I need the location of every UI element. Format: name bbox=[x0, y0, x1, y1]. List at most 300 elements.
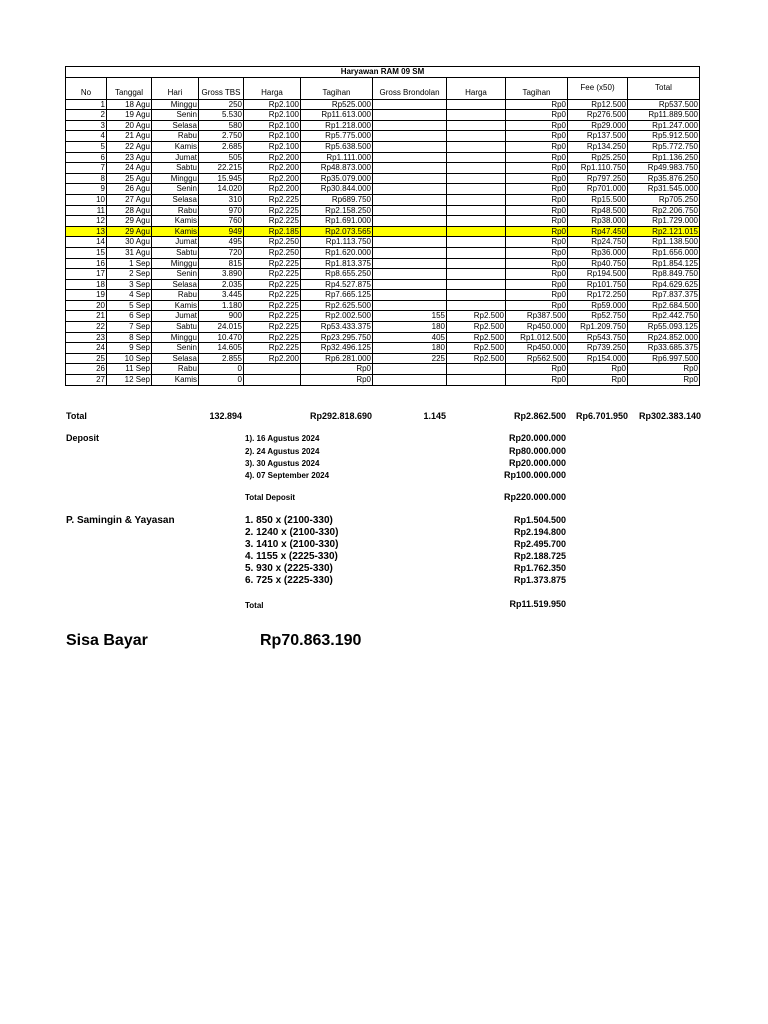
cell-harga: Rp2.225 bbox=[244, 194, 301, 205]
cell-tanggal: 7 Sep bbox=[107, 322, 152, 333]
cell-gross-brondolan bbox=[373, 258, 447, 269]
cell-fee: Rp48.500 bbox=[568, 205, 628, 216]
total-label: Total bbox=[66, 411, 87, 421]
cell-gross-brondolan: 225 bbox=[373, 353, 447, 364]
cell-harga-brondolan bbox=[447, 364, 506, 375]
cell-harga-brondolan: Rp2.500 bbox=[447, 311, 506, 322]
cell-hari: Kamis bbox=[152, 141, 199, 152]
samingin-item-label: 5. 930 x (2225-330) bbox=[245, 563, 333, 574]
cell-harga: Rp2.225 bbox=[244, 216, 301, 227]
cell-harga-brondolan bbox=[447, 120, 506, 131]
cell-total: Rp2.442.750 bbox=[628, 311, 700, 322]
cell-gross-tbs: 14.605 bbox=[199, 343, 244, 354]
cell-gross-brondolan bbox=[373, 290, 447, 301]
cell-harga-brondolan: Rp2.500 bbox=[447, 353, 506, 364]
cell-gross-brondolan: 180 bbox=[373, 322, 447, 333]
table-row bbox=[66, 194, 700, 205]
header-tagihan: Tagihan bbox=[301, 77, 373, 99]
cell-hari: Sabtu bbox=[152, 247, 199, 258]
cell-hari: Senin bbox=[152, 184, 199, 195]
cell-gross-tbs: 900 bbox=[199, 311, 244, 322]
total-grand: Rp302.383.140 bbox=[638, 411, 701, 421]
cell-harga: Rp2.200 bbox=[244, 152, 301, 163]
cell-tagihan: Rp1.111.000 bbox=[301, 152, 373, 163]
cell-no: 26 bbox=[66, 364, 107, 375]
cell-harga-brondolan bbox=[447, 131, 506, 142]
cell-hari: Minggu bbox=[152, 173, 199, 184]
cell-gross-tbs: 22.215 bbox=[199, 163, 244, 174]
cell-tagihan-brondolan: Rp450.000 bbox=[506, 322, 568, 333]
total-gross-tbs: 132.894 bbox=[209, 411, 242, 421]
total-deposit-label: Total Deposit bbox=[245, 493, 296, 502]
cell-gross-tbs: 1.180 bbox=[199, 300, 244, 311]
cell-no: 12 bbox=[66, 216, 107, 227]
cell-tagihan-brondolan: Rp0 bbox=[506, 375, 568, 386]
deposit-item-amount: Rp100.000.000 bbox=[503, 470, 566, 480]
table-row bbox=[66, 110, 700, 121]
cell-harga: Rp2.200 bbox=[244, 173, 301, 184]
cell-total: Rp49.983.750 bbox=[628, 163, 700, 174]
deposit-item-amount: Rp20.000.000 bbox=[508, 458, 566, 468]
cell-fee: Rp0 bbox=[568, 364, 628, 375]
cell-gross-brondolan bbox=[373, 226, 447, 237]
cell-gross-brondolan bbox=[373, 279, 447, 290]
fruit-purchase-table bbox=[65, 66, 700, 386]
cell-harga-brondolan bbox=[447, 184, 506, 195]
cell-tanggal: 1 Sep bbox=[107, 258, 152, 269]
samingin-item-amount: Rp1.504.500 bbox=[513, 515, 566, 525]
cell-hari: Jumat bbox=[152, 152, 199, 163]
cell-harga-brondolan bbox=[447, 269, 506, 280]
cell-fee: Rp739.250 bbox=[568, 343, 628, 354]
cell-tanggal: 6 Sep bbox=[107, 311, 152, 322]
cell-tanggal: 3 Sep bbox=[107, 279, 152, 290]
cell-tagihan: Rp2.073.565 bbox=[301, 226, 373, 237]
samingin-total-amount: Rp11.519.950 bbox=[509, 599, 566, 609]
cell-fee: Rp194.500 bbox=[568, 269, 628, 280]
cell-no: 18 bbox=[66, 279, 107, 290]
cell-tagihan-brondolan: Rp450.000 bbox=[506, 343, 568, 354]
cell-no: 13 bbox=[66, 226, 107, 237]
cell-tanggal: 30 Agu bbox=[107, 237, 152, 248]
table-row bbox=[66, 99, 700, 110]
table-row bbox=[66, 216, 700, 227]
cell-tanggal: 23 Agu bbox=[107, 152, 152, 163]
table-row bbox=[66, 141, 700, 152]
cell-total: Rp705.250 bbox=[628, 194, 700, 205]
cell-hari: Rabu bbox=[152, 364, 199, 375]
cell-harga-brondolan bbox=[447, 205, 506, 216]
cell-tagihan-brondolan: Rp0 bbox=[506, 237, 568, 248]
cell-gross-tbs: 310 bbox=[199, 194, 244, 205]
cell-gross-tbs: 2.750 bbox=[199, 131, 244, 142]
cell-tanggal: 21 Agu bbox=[107, 131, 152, 142]
table-row bbox=[66, 163, 700, 174]
cell-harga-brondolan bbox=[447, 375, 506, 386]
cell-fee: Rp101.750 bbox=[568, 279, 628, 290]
cell-hari: Jumat bbox=[152, 311, 199, 322]
cell-tagihan-brondolan: Rp0 bbox=[506, 205, 568, 216]
cell-gross-brondolan bbox=[373, 163, 447, 174]
cell-no: 27 bbox=[66, 375, 107, 386]
cell-fee: Rp276.500 bbox=[568, 110, 628, 121]
samingin-item-label: 6. 725 x (2225-330) bbox=[245, 575, 333, 586]
cell-fee: Rp797.250 bbox=[568, 173, 628, 184]
cell-no: 8 bbox=[66, 173, 107, 184]
cell-gross-brondolan bbox=[373, 300, 447, 311]
cell-tagihan-brondolan: Rp0 bbox=[506, 152, 568, 163]
cell-hari: Rabu bbox=[152, 290, 199, 301]
cell-gross-tbs: 970 bbox=[199, 205, 244, 216]
header-gross-tbs: Gross TBS bbox=[199, 77, 244, 99]
cell-gross-brondolan bbox=[373, 99, 447, 110]
cell-tagihan: Rp4.527.875 bbox=[301, 279, 373, 290]
cell-gross-brondolan bbox=[373, 237, 447, 248]
header-tagihan-brondolan: Tagihan bbox=[506, 77, 568, 99]
cell-gross-brondolan bbox=[373, 141, 447, 152]
cell-harga-brondolan bbox=[447, 300, 506, 311]
cell-harga-brondolan bbox=[447, 110, 506, 121]
samingin-total-label: Total bbox=[245, 601, 264, 610]
table-row bbox=[66, 375, 700, 386]
cell-fee: Rp701.000 bbox=[568, 184, 628, 195]
cell-fee: Rp24.750 bbox=[568, 237, 628, 248]
samingin-item-label: 3. 1410 x (2100-330) bbox=[245, 539, 339, 550]
cell-tagihan-brondolan: Rp0 bbox=[506, 258, 568, 269]
cell-tagihan: Rp0 bbox=[301, 375, 373, 386]
cell-total: Rp6.997.500 bbox=[628, 353, 700, 364]
cell-harga-brondolan bbox=[447, 141, 506, 152]
cell-hari: Selasa bbox=[152, 353, 199, 364]
cell-tagihan-brondolan: Rp0 bbox=[506, 120, 568, 131]
cell-harga: Rp2.200 bbox=[244, 163, 301, 174]
cell-no: 21 bbox=[66, 311, 107, 322]
cell-fee: Rp15.500 bbox=[568, 194, 628, 205]
table-row bbox=[66, 353, 700, 364]
cell-no: 5 bbox=[66, 141, 107, 152]
cell-gross-brondolan: 155 bbox=[373, 311, 447, 322]
cell-gross-brondolan bbox=[373, 184, 447, 195]
cell-total: Rp24.852.000 bbox=[628, 332, 700, 343]
cell-gross-brondolan bbox=[373, 152, 447, 163]
table-row bbox=[66, 258, 700, 269]
samingin-item-amount: Rp2.188.725 bbox=[513, 551, 566, 561]
cell-hari: Jumat bbox=[152, 237, 199, 248]
cell-gross-tbs: 0 bbox=[199, 364, 244, 375]
sisa-bayar-amount: Rp70.863.190 bbox=[260, 632, 362, 649]
cell-no: 11 bbox=[66, 205, 107, 216]
cell-tagihan: Rp53.433.375 bbox=[301, 322, 373, 333]
samingin-item-amount: Rp1.373.875 bbox=[513, 575, 566, 585]
cell-fee: Rp29.000 bbox=[568, 120, 628, 131]
cell-tagihan: Rp1.813.375 bbox=[301, 258, 373, 269]
cell-tagihan: Rp5.775.000 bbox=[301, 131, 373, 142]
cell-harga: Rp2.225 bbox=[244, 322, 301, 333]
cell-tagihan: Rp1.691.000 bbox=[301, 216, 373, 227]
cell-fee: Rp543.750 bbox=[568, 332, 628, 343]
cell-gross-brondolan bbox=[373, 110, 447, 121]
cell-fee: Rp47.450 bbox=[568, 226, 628, 237]
cell-tagihan: Rp525.000 bbox=[301, 99, 373, 110]
cell-tanggal: 11 Sep bbox=[107, 364, 152, 375]
cell-hari: Senin bbox=[152, 343, 199, 354]
cell-tagihan-brondolan: Rp562.500 bbox=[506, 353, 568, 364]
cell-tagihan-brondolan: Rp0 bbox=[506, 110, 568, 121]
cell-fee: Rp134.250 bbox=[568, 141, 628, 152]
total-tagihan: Rp292.818.690 bbox=[309, 411, 372, 421]
samingin-item-label: 1. 850 x (2100-330) bbox=[245, 515, 333, 526]
header-total: Total bbox=[628, 77, 700, 99]
cell-gross-tbs: 505 bbox=[199, 152, 244, 163]
cell-tanggal: 25 Agu bbox=[107, 173, 152, 184]
cell-tagihan-brondolan: Rp0 bbox=[506, 173, 568, 184]
cell-harga: Rp2.100 bbox=[244, 110, 301, 121]
cell-tanggal: 9 Sep bbox=[107, 343, 152, 354]
header-tanggal: Tanggal bbox=[107, 77, 152, 99]
cell-gross-tbs: 10.470 bbox=[199, 332, 244, 343]
cell-tagihan: Rp35.079.000 bbox=[301, 173, 373, 184]
cell-gross-tbs: 5.530 bbox=[199, 110, 244, 121]
cell-no: 2 bbox=[66, 110, 107, 121]
cell-gross-brondolan bbox=[373, 205, 447, 216]
samingin-label: P. Samingin & Yayasan bbox=[66, 515, 175, 526]
cell-gross-brondolan bbox=[373, 216, 447, 227]
cell-hari: Senin bbox=[152, 269, 199, 280]
cell-tanggal: 22 Agu bbox=[107, 141, 152, 152]
cell-tagihan-brondolan: Rp0 bbox=[506, 194, 568, 205]
table-row bbox=[66, 322, 700, 333]
cell-total: Rp8.849.750 bbox=[628, 269, 700, 280]
cell-fee: Rp172.250 bbox=[568, 290, 628, 301]
cell-hari: Kamis bbox=[152, 300, 199, 311]
cell-total: Rp2.206.750 bbox=[628, 205, 700, 216]
cell-hari: Selasa bbox=[152, 194, 199, 205]
cell-harga-brondolan bbox=[447, 99, 506, 110]
cell-tanggal: 12 Sep bbox=[107, 375, 152, 386]
table-title: Haryawan RAM 09 SM bbox=[66, 67, 700, 78]
cell-no: 24 bbox=[66, 343, 107, 354]
cell-gross-brondolan bbox=[373, 120, 447, 131]
cell-gross-tbs: 2.035 bbox=[199, 279, 244, 290]
cell-no: 14 bbox=[66, 237, 107, 248]
cell-tagihan-brondolan: Rp0 bbox=[506, 290, 568, 301]
cell-no: 3 bbox=[66, 120, 107, 131]
cell-gross-tbs: 2.685 bbox=[199, 141, 244, 152]
table-row bbox=[66, 247, 700, 258]
cell-total: Rp33.685.375 bbox=[628, 343, 700, 354]
cell-tagihan: Rp1.113.750 bbox=[301, 237, 373, 248]
table-row bbox=[66, 332, 700, 343]
cell-harga: Rp2.250 bbox=[244, 247, 301, 258]
cell-tanggal: 29 Agu bbox=[107, 216, 152, 227]
cell-harga: Rp2.200 bbox=[244, 353, 301, 364]
cell-tagihan: Rp2.158.250 bbox=[301, 205, 373, 216]
table-row bbox=[66, 226, 700, 237]
cell-gross-tbs: 3.890 bbox=[199, 269, 244, 280]
cell-tagihan-brondolan: Rp0 bbox=[506, 364, 568, 375]
cell-tagihan: Rp5.638.500 bbox=[301, 141, 373, 152]
cell-harga: Rp2.185 bbox=[244, 226, 301, 237]
cell-harga-brondolan bbox=[447, 194, 506, 205]
cell-gross-brondolan bbox=[373, 364, 447, 375]
cell-harga-brondolan bbox=[447, 152, 506, 163]
cell-gross-tbs: 3.445 bbox=[199, 290, 244, 301]
table-row bbox=[66, 205, 700, 216]
cell-hari: Minggu bbox=[152, 332, 199, 343]
cell-harga-brondolan: Rp2.500 bbox=[447, 332, 506, 343]
cell-tagihan: Rp2.625.500 bbox=[301, 300, 373, 311]
header-harga-brondolan: Harga bbox=[447, 77, 506, 99]
table-row bbox=[66, 120, 700, 131]
cell-tagihan-brondolan: Rp0 bbox=[506, 131, 568, 142]
cell-total: Rp537.500 bbox=[628, 99, 700, 110]
total-deposit-amount: Rp220.000.000 bbox=[503, 492, 566, 502]
cell-gross-tbs: 15.945 bbox=[199, 173, 244, 184]
cell-tanggal: 2 Sep bbox=[107, 269, 152, 280]
cell-no: 16 bbox=[66, 258, 107, 269]
cell-harga: Rp2.200 bbox=[244, 184, 301, 195]
cell-no: 6 bbox=[66, 152, 107, 163]
cell-gross-brondolan bbox=[373, 269, 447, 280]
deposit-label: Deposit bbox=[66, 433, 100, 443]
cell-tagihan: Rp689.750 bbox=[301, 194, 373, 205]
cell-hari: Selasa bbox=[152, 120, 199, 131]
cell-fee: Rp154.000 bbox=[568, 353, 628, 364]
cell-tanggal: 18 Agu bbox=[107, 99, 152, 110]
cell-tanggal: 26 Agu bbox=[107, 184, 152, 195]
cell-gross-brondolan bbox=[373, 194, 447, 205]
cell-fee: Rp1.209.750 bbox=[568, 322, 628, 333]
cell-tanggal: 8 Sep bbox=[107, 332, 152, 343]
cell-harga: Rp2.225 bbox=[244, 205, 301, 216]
cell-total: Rp1.854.125 bbox=[628, 258, 700, 269]
cell-hari: Minggu bbox=[152, 258, 199, 269]
cell-gross-brondolan bbox=[373, 173, 447, 184]
cell-tanggal: 24 Agu bbox=[107, 163, 152, 174]
samingin-item-label: 2. 1240 x (2100-330) bbox=[245, 527, 339, 538]
total-tagihan-brondolan: Rp2.862.500 bbox=[513, 411, 566, 421]
cell-fee: Rp137.500 bbox=[568, 131, 628, 142]
samingin-item-amount: Rp2.495.700 bbox=[513, 539, 566, 549]
cell-gross-tbs: 2.855 bbox=[199, 353, 244, 364]
table-row bbox=[66, 173, 700, 184]
cell-total: Rp35.876.250 bbox=[628, 173, 700, 184]
table-row bbox=[66, 311, 700, 322]
cell-hari: Sabtu bbox=[152, 322, 199, 333]
cell-tagihan-brondolan: Rp0 bbox=[506, 163, 568, 174]
cell-harga bbox=[244, 375, 301, 386]
cell-harga: Rp2.225 bbox=[244, 343, 301, 354]
deposit-item-label: 1). 16 Agustus 2024 bbox=[245, 434, 320, 443]
cell-tanggal: 20 Agu bbox=[107, 120, 152, 131]
cell-fee: Rp12.500 bbox=[568, 99, 628, 110]
cell-gross-tbs: 760 bbox=[199, 216, 244, 227]
header-harga: Harga bbox=[244, 77, 301, 99]
cell-tagihan: Rp32.496.125 bbox=[301, 343, 373, 354]
cell-tanggal: 31 Agu bbox=[107, 247, 152, 258]
table-row bbox=[66, 184, 700, 195]
cell-tagihan-brondolan: Rp0 bbox=[506, 300, 568, 311]
cell-gross-tbs: 495 bbox=[199, 237, 244, 248]
cell-total: Rp0 bbox=[628, 375, 700, 386]
cell-harga: Rp2.100 bbox=[244, 120, 301, 131]
cell-hari: Minggu bbox=[152, 99, 199, 110]
cell-hari: Kamis bbox=[152, 375, 199, 386]
cell-no: 7 bbox=[66, 163, 107, 174]
cell-harga: Rp2.225 bbox=[244, 279, 301, 290]
cell-harga: Rp2.250 bbox=[244, 237, 301, 248]
cell-no: 22 bbox=[66, 322, 107, 333]
cell-fee: Rp59.000 bbox=[568, 300, 628, 311]
cell-harga-brondolan bbox=[447, 279, 506, 290]
header-no: No bbox=[66, 77, 107, 99]
cell-total: Rp11.889.500 bbox=[628, 110, 700, 121]
cell-harga-brondolan bbox=[447, 290, 506, 301]
deposit-item-label: 4). 07 September 2024 bbox=[245, 471, 330, 480]
cell-tagihan-brondolan: Rp0 bbox=[506, 216, 568, 227]
cell-fee: Rp36.000 bbox=[568, 247, 628, 258]
cell-tanggal: 19 Agu bbox=[107, 110, 152, 121]
cell-fee: Rp52.750 bbox=[568, 311, 628, 322]
deposit-item-label: 3). 30 Agustus 2024 bbox=[245, 459, 320, 468]
cell-tagihan-brondolan: Rp0 bbox=[506, 247, 568, 258]
cell-gross-tbs: 720 bbox=[199, 247, 244, 258]
cell-tagihan-brondolan: Rp0 bbox=[506, 184, 568, 195]
table-row bbox=[66, 131, 700, 142]
cell-tanggal: 5 Sep bbox=[107, 300, 152, 311]
cell-harga-brondolan bbox=[447, 173, 506, 184]
cell-tagihan: Rp7.665.125 bbox=[301, 290, 373, 301]
cell-gross-brondolan: 405 bbox=[373, 332, 447, 343]
deposit-item-amount: Rp20.000.000 bbox=[508, 433, 566, 443]
cell-harga-brondolan bbox=[447, 237, 506, 248]
cell-no: 23 bbox=[66, 332, 107, 343]
deposit-item-label: 2). 24 Agustus 2024 bbox=[245, 447, 320, 456]
cell-hari: Sabtu bbox=[152, 163, 199, 174]
cell-total: Rp1.138.500 bbox=[628, 237, 700, 248]
table-row bbox=[66, 237, 700, 248]
cell-no: 19 bbox=[66, 290, 107, 301]
cell-harga: Rp2.225 bbox=[244, 300, 301, 311]
cell-tagihan-brondolan: Rp0 bbox=[506, 269, 568, 280]
deposit-item-amount: Rp80.000.000 bbox=[508, 446, 566, 456]
cell-fee: Rp38.000 bbox=[568, 216, 628, 227]
cell-total: Rp1.656.000 bbox=[628, 247, 700, 258]
table-row bbox=[66, 290, 700, 301]
cell-tagihan: Rp2.002.500 bbox=[301, 311, 373, 322]
cell-gross-tbs: 250 bbox=[199, 99, 244, 110]
cell-tagihan: Rp1.218.000 bbox=[301, 120, 373, 131]
cell-tagihan: Rp0 bbox=[301, 364, 373, 375]
cell-tagihan: Rp48.873.000 bbox=[301, 163, 373, 174]
cell-harga-brondolan: Rp2.500 bbox=[447, 322, 506, 333]
table-row bbox=[66, 343, 700, 354]
cell-harga: Rp2.225 bbox=[244, 258, 301, 269]
cell-total: Rp31.545.000 bbox=[628, 184, 700, 195]
cell-gross-tbs: 580 bbox=[199, 120, 244, 131]
cell-harga-brondolan bbox=[447, 163, 506, 174]
cell-hari: Rabu bbox=[152, 131, 199, 142]
cell-fee: Rp0 bbox=[568, 375, 628, 386]
cell-hari: Kamis bbox=[152, 226, 199, 237]
cell-tagihan-brondolan: Rp0 bbox=[506, 141, 568, 152]
cell-total: Rp2.121.015 bbox=[628, 226, 700, 237]
cell-no: 1 bbox=[66, 99, 107, 110]
cell-no: 10 bbox=[66, 194, 107, 205]
table-row bbox=[66, 152, 700, 163]
cell-total: Rp2.684.500 bbox=[628, 300, 700, 311]
table-row bbox=[66, 279, 700, 290]
